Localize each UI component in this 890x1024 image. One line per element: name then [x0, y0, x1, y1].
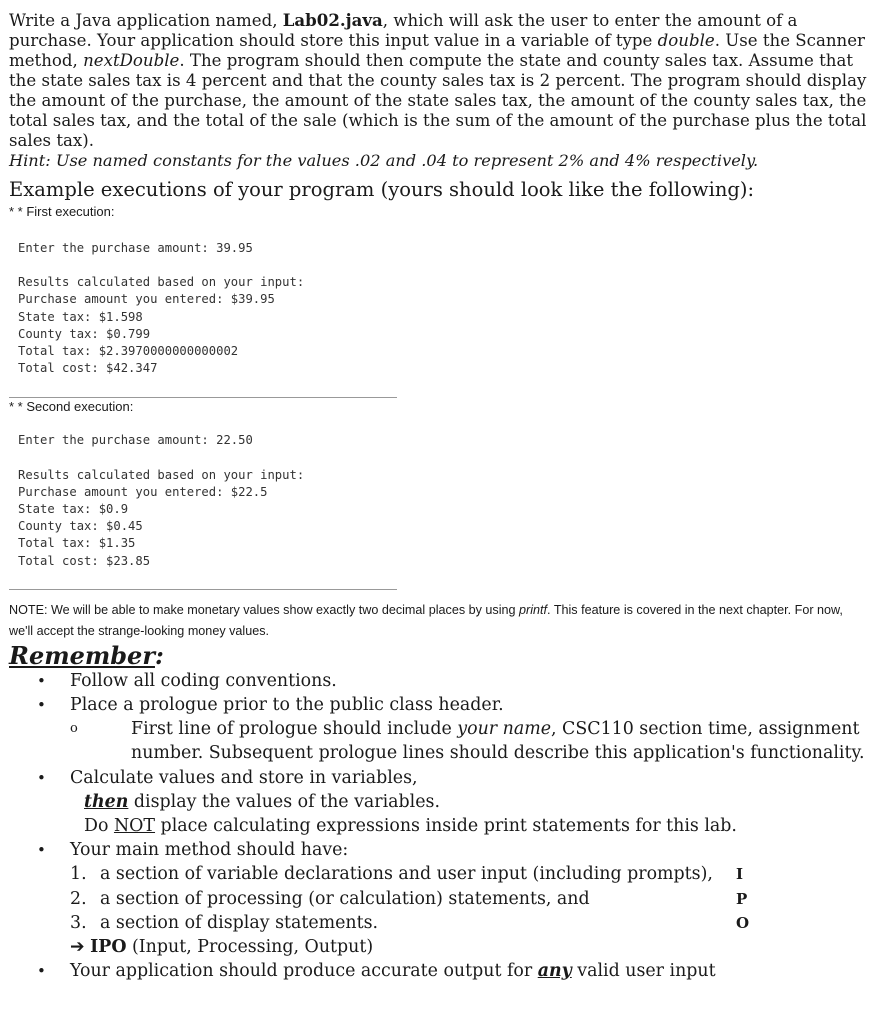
- emphasis: your name: [457, 719, 551, 740]
- list-number: 3.: [70, 912, 87, 933]
- remember-title: Remember: [9, 640, 155, 670]
- ipo-letter: P: [736, 889, 748, 908]
- item-text: Calculate values and store in variables,: [70, 767, 418, 788]
- console-line: County tax: $0.45: [18, 519, 143, 534]
- assignment-description: [9, 10, 881, 151]
- separator-line: [9, 589, 397, 590]
- sub-list-item: [70, 717, 881, 765]
- console-line: Purchase amount you entered: $22.5: [18, 484, 268, 499]
- bullet-icon: •: [37, 962, 46, 981]
- text-run: , which will ask the user to enter the amount of a purchase. Your application should store this input value in a variable of type: [9, 11, 798, 50]
- bullet-icon: •: [37, 768, 46, 787]
- list-number: 1.: [70, 864, 87, 885]
- type-name: double: [657, 31, 715, 50]
- console-line: Total tax: $2.3970000000000002: [18, 344, 239, 359]
- item-text-line: [84, 814, 881, 838]
- console-prompt: Enter the purchase amount: 39.95: [18, 241, 253, 255]
- filename: Lab02.java: [282, 10, 383, 30]
- arrow-right-icon: ➔: [70, 937, 85, 958]
- note-paragraph: [9, 600, 881, 642]
- text-run: , CSC110 section time, assignment number. Subsequent prologue lines should describe this application's functionality.: [131, 719, 865, 764]
- console-line: Total tax: $1.35: [18, 536, 136, 551]
- console-line: Total cost: $23.85: [18, 553, 151, 568]
- item-text-line: [84, 790, 881, 814]
- ipo-list-item: [70, 887, 881, 911]
- list-item: [9, 838, 881, 959]
- console-line: Results calculated based on your input:: [18, 467, 305, 482]
- ipo-list-item: [70, 911, 881, 935]
- text-run: :: [154, 640, 164, 670]
- assignment-document: [9, 10, 881, 983]
- bullet-icon: •: [37, 671, 46, 690]
- item-text: a section of variable declarations and user input (including prompts),: [100, 864, 713, 885]
- circle-bullet-icon: o: [70, 721, 78, 737]
- execution-2: [9, 399, 881, 569]
- item-text: Your main method should have:: [70, 840, 349, 861]
- console-line: State tax: $1.598: [18, 309, 143, 324]
- text-run: Write a Java application named,: [9, 11, 283, 30]
- ipo-letter: O: [736, 913, 750, 932]
- item-text: a section of display statements.: [100, 912, 379, 933]
- separator-line: [9, 397, 397, 398]
- remember-heading: [9, 642, 881, 669]
- ipo-list-item: [70, 862, 881, 886]
- bullet-icon: •: [37, 696, 46, 715]
- sub-list: [70, 717, 881, 765]
- list-number: 2.: [70, 888, 87, 909]
- bullet-icon: •: [37, 841, 46, 860]
- item-text: Follow all coding conventions.: [70, 670, 337, 691]
- text-run: valid user input: [571, 961, 716, 982]
- execution-label: * * Second execution:: [9, 399, 134, 415]
- printf-keyword: printf: [519, 602, 548, 617]
- list-item: [9, 959, 881, 983]
- emphasis: then: [84, 791, 129, 812]
- list-item: [9, 693, 881, 766]
- text-run: . The program should then compute the state and county sales tax. Assume that the state sales tax is 4 percent and that the county sales tax is 2 percent. The program should display the amount of the purchase, the amount of the state sales tax, the amount of the county sales tax, the total sales tax, and the total of the sale (which is the sum of the amount of the purchase plus the total sales tax).: [9, 51, 867, 150]
- hint-line: Hint: Use named constants for the values .02 and .04 to represent 2% and 4% respectively.: [9, 151, 759, 170]
- ipo-label: IPO: [90, 937, 127, 958]
- console-line: Purchase amount you entered: $39.95: [18, 292, 275, 307]
- console-line: Total cost: $42.347: [18, 361, 158, 376]
- item-text: a section of processing (or calculation) statements, and: [100, 888, 590, 909]
- console-line: County tax: $0.799: [18, 326, 151, 341]
- text-run: NOTE: We will be able to make monetary values show exactly two decimal places by using: [9, 602, 520, 617]
- list-item: [9, 669, 881, 693]
- list-item: [9, 766, 881, 839]
- method-name: nextDouble: [83, 51, 180, 70]
- text-run: Your application should produce accurate output for: [70, 961, 538, 982]
- console-line: State tax: $0.9: [18, 502, 129, 517]
- text-run: display the values of the variables.: [128, 791, 440, 812]
- ipo-summary: [70, 935, 881, 959]
- example-heading: Example executions of your program (yours should look like the following):: [9, 178, 755, 201]
- console-line: Results calculated based on your input:: [18, 275, 305, 290]
- ipo-letter: I: [736, 865, 744, 884]
- text-run: (Input, Processing, Output): [126, 937, 374, 958]
- execution-1: [9, 204, 881, 377]
- remember-list: [9, 669, 881, 984]
- text-run: Do: [84, 816, 114, 837]
- text-run: . This feature is covered in the next chapter. For now, we'll accept the strange-looking money values.: [9, 602, 843, 638]
- text-run: . Use the Scanner method,: [9, 31, 865, 70]
- text-run: First line of prologue should include: [131, 719, 458, 740]
- emphasis: NOT: [113, 816, 156, 837]
- execution-label: * * First execution:: [9, 204, 115, 219]
- console-prompt: Enter the purchase amount: 22.50: [18, 433, 253, 448]
- ipo-list: [70, 862, 881, 935]
- emphasis: any: [537, 961, 572, 982]
- text-run: place calculating expressions inside print statements for this lab.: [155, 816, 737, 837]
- description-paragraph: [9, 10, 881, 151]
- item-text: Place a prologue prior to the public class header.: [70, 695, 504, 716]
